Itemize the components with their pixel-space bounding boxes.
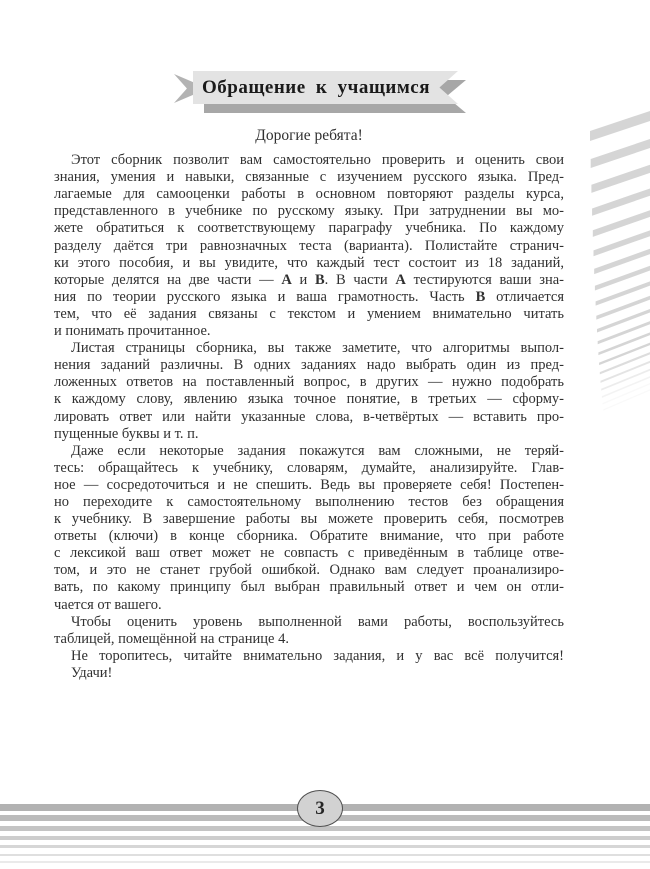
text-line: разделу даётся три равнозначных теста (варианта). Полистайте странич- <box>54 237 564 254</box>
text-line: знания, умения и навыки, связанные с изучением русского языка. Пред- <box>54 169 564 186</box>
text-line: и понимать прочитанное. <box>54 323 211 340</box>
paragraph <box>54 443 564 614</box>
diagonal-stripe <box>598 321 650 344</box>
text-line: Не торопитесь, читайте внимательно задания, и у вас всё получится! <box>71 647 564 664</box>
text-line: ответы (ключи) в конце сборника. Обратите внимание, что при работе <box>54 528 564 545</box>
text-line: Этот сборник позволит вам самостоятельно проверить и оценить свои <box>71 152 564 169</box>
paragraph <box>54 152 564 340</box>
text-line: представленного в учебнике по русскому языку. При затруднении вы мо- <box>54 203 564 220</box>
page-number: 3 <box>315 797 325 819</box>
text-line: лагаемые для самооценки работы в основном повторяют разделы курса, <box>54 186 564 203</box>
diagonal-stripe <box>590 111 650 141</box>
diagonal-stripe <box>597 309 650 332</box>
text-line: жете обратиться к соответствующему параграфу учебника. По каждому <box>54 220 564 237</box>
text-line: ложенных ответов на поставленный вопрос, в других — нужно подобрать <box>54 374 564 391</box>
footer-stripe <box>0 861 650 863</box>
diagonal-stripe <box>591 139 650 168</box>
diagonal-stripe <box>591 165 650 193</box>
text-line: ния по теории русского языка и ваша грамотность. Часть В отличается <box>54 288 564 305</box>
text-line: тесь: обращайтесь к учебнику, словарям, думайте, анализируйте. Глав- <box>54 459 564 476</box>
text-line: том, и это не станет грубой ошибкой. Однако вам следует проанализиро- <box>54 562 564 579</box>
text-line: Удачи! <box>71 664 113 681</box>
footer-stripe <box>0 854 650 857</box>
body-text <box>54 127 564 682</box>
text-line: к каждому слову, явлению языка точное понятие, в третьих — сформу- <box>54 391 564 408</box>
text-line: Чтобы оценить уровень выполненной вами работы, воспользуйтесь <box>71 613 564 630</box>
diagonal-stripe <box>593 210 650 237</box>
diagonal-stripe <box>599 343 650 366</box>
diagonal-stripe <box>598 332 650 355</box>
diagonal-stripes-decoration <box>590 105 650 455</box>
text-line: с лексикой ваш ответ может не совпасть с приведённым в таблице отве- <box>54 545 564 562</box>
text-line: таблицей, помещённой на странице 4. <box>54 630 289 647</box>
text-line: ное — сосредоточиться и не спешить. Ведь вы проверяете себя! Постепен- <box>54 476 564 493</box>
text-line: но переходите к самостоятельному выполнению тестов без обращения <box>54 493 564 510</box>
diagonal-stripe <box>592 188 650 215</box>
text-line: Листая страницы сборника, вы также заметите, что алгоритмы выпол- <box>71 340 564 357</box>
text-line: чается от вашего. <box>54 596 162 613</box>
page-number-badge <box>297 790 343 827</box>
text-line: пущенные буквы и т. п. <box>54 425 199 442</box>
footer-stripe <box>0 826 650 831</box>
text-line: тем, что её задания связаны с текстом и умением внимательно читать <box>54 305 564 322</box>
paragraph <box>54 648 564 682</box>
paragraph <box>54 340 564 443</box>
text-line: которые делятся на две части — А и В. В части А тестируются ваши зна- <box>54 271 564 288</box>
footer-stripe <box>0 845 650 848</box>
text-line: к учебнику. В завершение работы вы можете проверить себя, посмотрев <box>54 511 564 528</box>
greeting-heading: Дорогие ребята! <box>255 127 363 144</box>
text-line: вать, по какому принципу был выбран правильный ответ и чем он отли- <box>54 579 564 596</box>
text-line: лировать ответ или найти указанные слова, в-четвёртых — вставить про- <box>54 408 564 425</box>
text-line: Даже если некоторые задания покажутся вам сложными, не теряй- <box>71 442 564 459</box>
text-line: нения заданий различны. В одних заданиях надо выбрать один из пред- <box>54 357 564 374</box>
footer-stripe <box>0 836 650 840</box>
text-line: ки этого пособия, и вы увидите, что каждый тест состоит из 18 заданий, <box>54 254 564 271</box>
banner-title: Обращение к учащимся <box>202 77 430 98</box>
paragraph <box>54 614 564 648</box>
